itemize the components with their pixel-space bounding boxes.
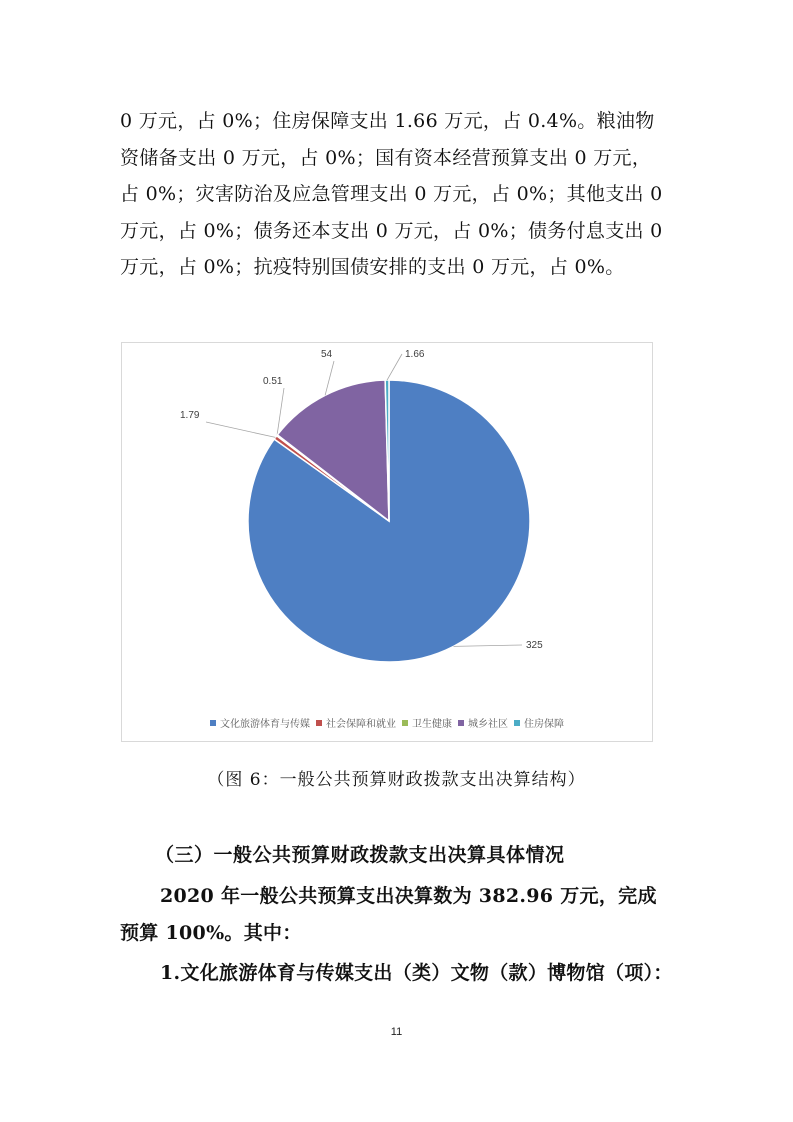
leader-line-3 — [325, 361, 334, 395]
pie-chart-svg — [122, 343, 654, 743]
data-label-3: 54 — [321, 349, 333, 360]
paragraph-line: 占 0%；灾害防治及应急管理支出 0 万元，占 0%；其他支出 0 — [120, 183, 663, 205]
leader-line-4 — [387, 354, 402, 380]
legend-swatch — [210, 720, 216, 726]
page-number: 11 — [390, 1026, 403, 1038]
legend-item-2 — [402, 715, 452, 730]
data-label-1: 1.79 — [180, 410, 200, 421]
legend-swatch — [514, 720, 520, 726]
data-label-4: 1.66 — [405, 349, 425, 360]
legend-swatch — [316, 720, 322, 726]
summary-line: 预算 100%。其中： — [120, 922, 302, 944]
summary-line: 2020 年一般公共预算支出决算数为 382.96 万元，完成 — [160, 885, 657, 907]
legend-swatch — [402, 720, 408, 726]
item-1-heading: 1.文化旅游体育与传媒支出（类）文物（款）博物馆（项）： — [160, 962, 673, 984]
data-label-0: 325 — [526, 640, 543, 651]
paragraph-line: 万元，占 0%；抗疫特别国债安排的支出 0 万元，占 0%。 — [120, 256, 625, 278]
paragraph-line: 0 万元，占 0%；住房保障支出 1.66 万元，占 0.4%。粮油物 — [120, 110, 655, 132]
figure-caption: （图 6：一般公共预算财政拨款支出决算结构） — [207, 770, 586, 790]
pie-chart — [121, 342, 653, 742]
legend-item-0 — [210, 715, 310, 730]
legend-item-1 — [316, 715, 396, 730]
data-label-2: 0.51 — [263, 376, 283, 387]
summary-paragraph — [120, 878, 680, 952]
legend-swatch — [458, 720, 464, 726]
top-paragraph — [120, 103, 680, 286]
paragraph-line: 万元，占 0%；债务还本支出 0 万元，占 0%；债务付息支出 0 — [120, 219, 663, 242]
legend-label: 卫生健康 — [412, 719, 452, 730]
legend-item-3 — [458, 715, 508, 730]
chart-legend — [122, 715, 652, 730]
legend-label: 城乡社区 — [468, 719, 508, 730]
leader-line-1 — [206, 422, 275, 437]
legend-label: 住房保障 — [524, 719, 564, 730]
legend-label: 社会保障和就业 — [326, 719, 396, 730]
legend-label: 文化旅游体育与传媒 — [220, 719, 310, 730]
section-heading: （三）一般公共预算财政拨款支出决算具体情况 — [155, 844, 565, 866]
paragraph-line: 资储备支出 0 万元，占 0%；国有资本经营预算支出 0 万元， — [120, 146, 652, 169]
legend-item-4 — [514, 715, 564, 730]
leader-line-0 — [454, 645, 522, 646]
